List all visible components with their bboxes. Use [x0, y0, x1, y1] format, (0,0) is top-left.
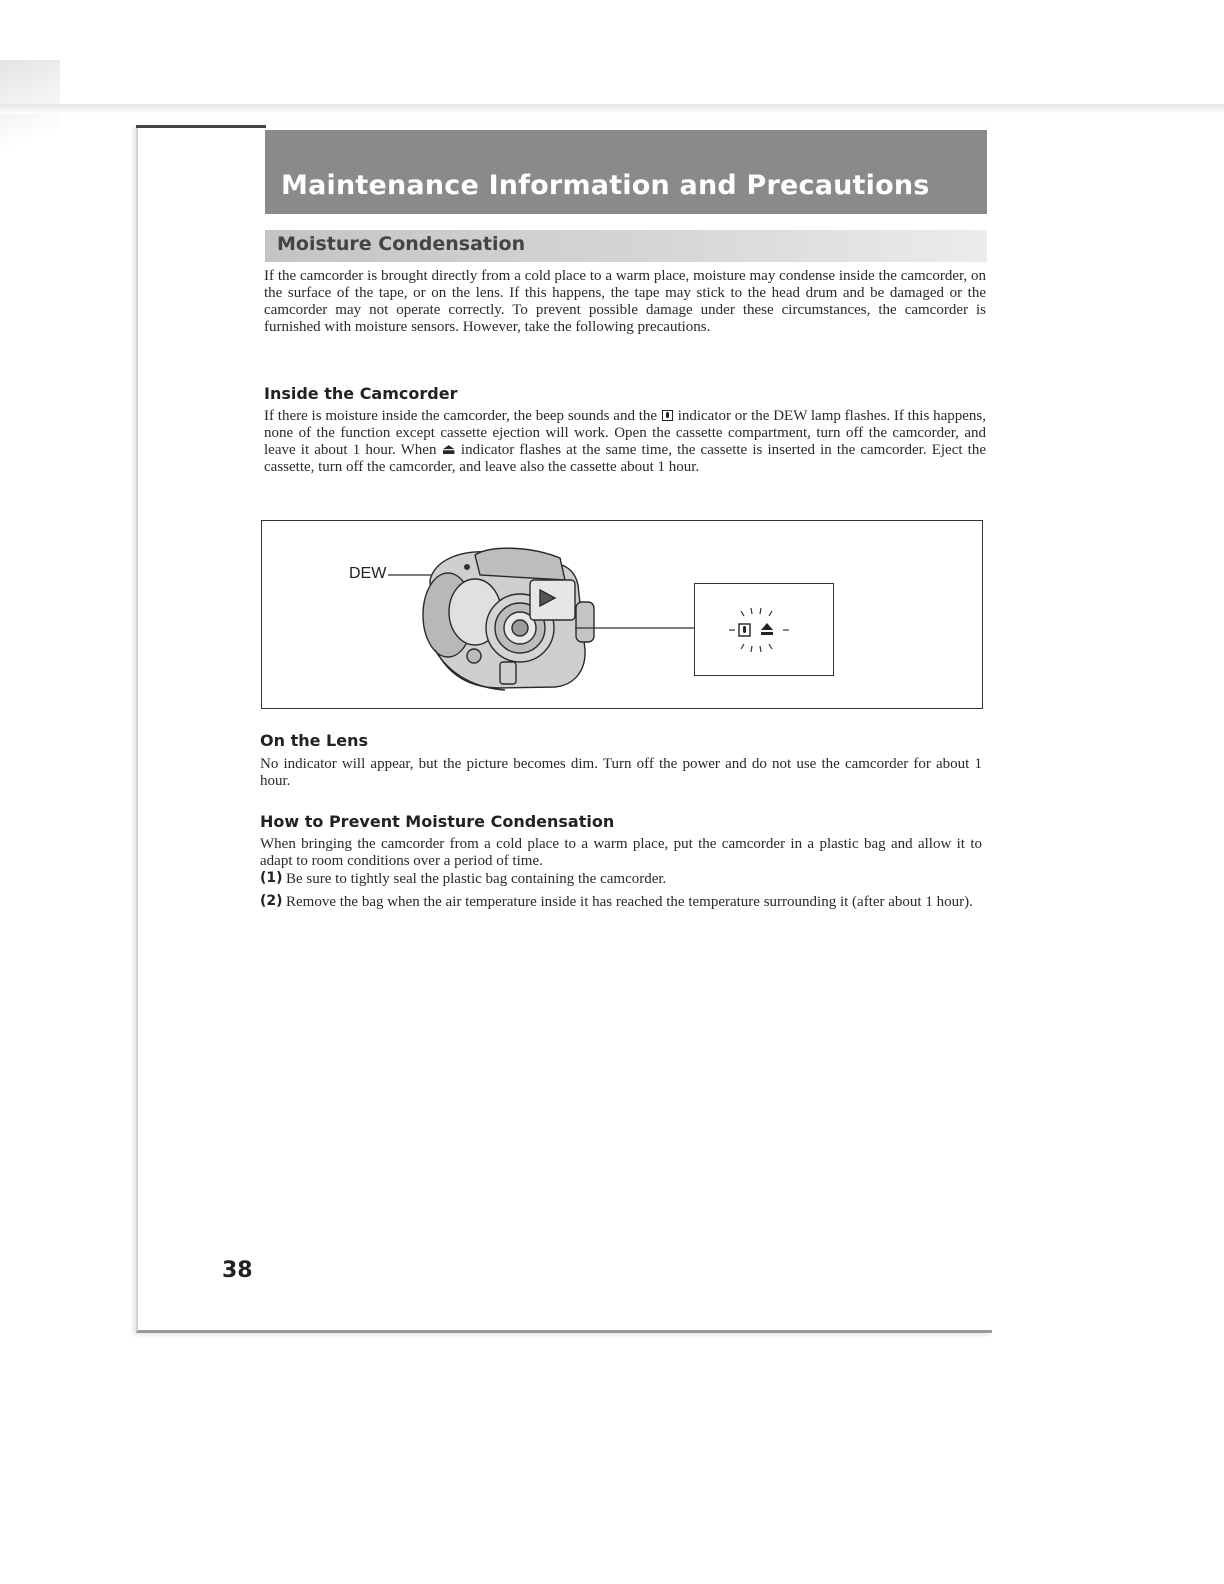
section-title-bar	[265, 230, 987, 262]
inside-heading: Inside the Camcorder	[264, 384, 458, 403]
page-top-rule	[136, 125, 266, 128]
step-2-text: Remove the bag when the air temperature inside it has reached the temperature surrounding it (after about 1 hour).	[286, 894, 973, 910]
prevent-heading: How to Prevent Moisture Condensation	[260, 812, 615, 831]
camcorder-illustration	[380, 540, 700, 695]
dew-lamp-icon	[464, 564, 470, 570]
page-number: 38	[222, 1258, 253, 1283]
inside-paragraph	[264, 408, 986, 476]
moisture-icon	[662, 410, 673, 421]
viewfinder-indicator-box	[694, 583, 834, 676]
flashing-dew-eject-icon	[695, 584, 832, 674]
section-title: Moisture Condensation	[277, 233, 526, 255]
chapter-title-bar	[265, 130, 987, 214]
inside-text-3: indicator flashes at the same time, the cassette is inserted in the camcorder. Eject the cassette, turn off the camcorder, and leave also the cassette about 1 hour.	[264, 442, 986, 475]
lens-paragraph: No indicator will appear, but the picture becomes dim. Turn off the power and do not use the camcorder for about 1 hour.	[260, 756, 982, 789]
dew-label: DEW	[349, 565, 387, 582]
inside-text-2: indicator or the DEW lamp flashes. If this happens, none of the function except cassette ejection will work. Open the cassette compartment, turn off the camcorder, and leave it about 1 hour. When	[264, 408, 987, 458]
scan-top-shadow	[0, 104, 1224, 114]
inside-text-1: If there is moisture inside the camcorder, the beep sounds and the	[264, 408, 658, 424]
prevent-paragraph: When bringing the camcorder from a cold place to a warm place, put the camcorder in a plastic bag and allow it to adapt to room conditions over a period of time.	[260, 836, 982, 869]
step-2-number: (2)	[260, 893, 283, 909]
lens-heading: On the Lens	[260, 731, 368, 750]
chapter-title: Maintenance Information and Precautions	[281, 170, 930, 201]
intro-paragraph: If the camcorder is brought directly from a cold place to a warm place, moisture may condense inside the camcorder, on the surface of the tape, or on the lens. If this happens, the tape may stick to the head drum and be damaged or the camcorder may not operate correctly. To prevent possible damage under these circumstances, the camcorder is furnished with moisture sensors. However, take the following precautions.	[264, 268, 986, 335]
eject-icon: ⏏	[441, 442, 456, 458]
step-1-number: (1)	[260, 870, 283, 886]
scan-edge-shadow	[0, 60, 60, 170]
step-1-text: Be sure to tightly seal the plastic bag containing the camcorder.	[286, 871, 667, 887]
